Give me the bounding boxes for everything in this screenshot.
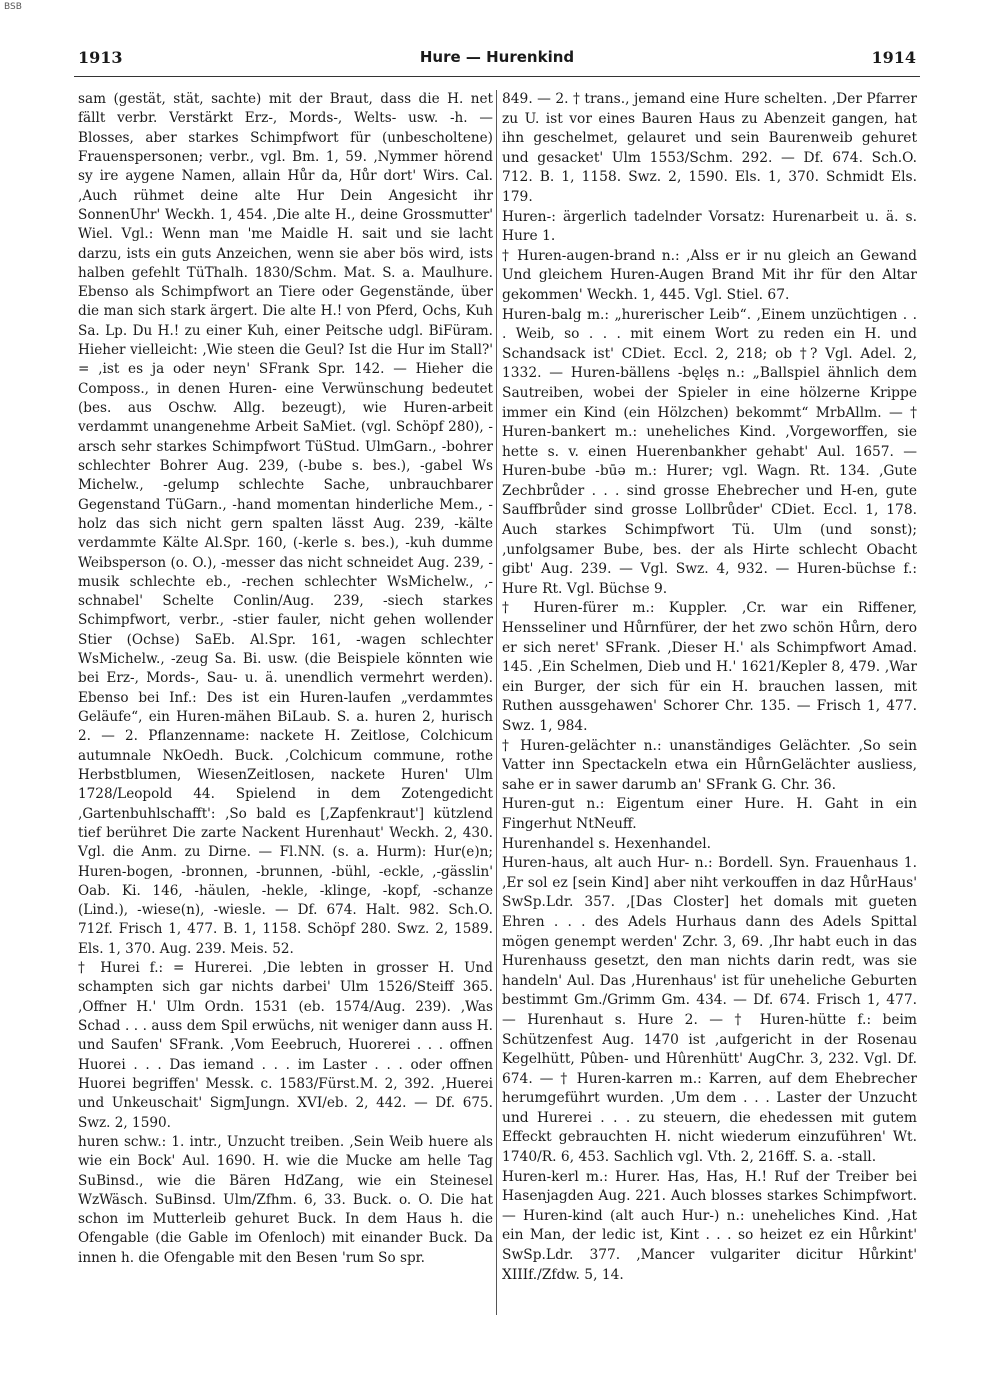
running-title: Hure — Hurenkind [419,48,575,66]
page-number-left: 1913 [78,48,123,67]
entry-huren-prefix: Huren-: ärgerlich tadelnder Vorsatz: Hurenarbeit u. ä. s. Hure 1. [502,208,917,245]
entry-huren-balg: Huren-balg m.: „hurerischer Leib“. ‚Einem unzüchtigen . . . Weib, so . . . mit einem Wort zu reden ein H. und Schandsack ist' CDiet. Eccl. 2, 218; ob †? Vgl. Adel. 2, 1332. — Huren-bällens -bęlęs n.: „Ballspiel ähnlich dem Sautreiben, wobei der Spieler in eine hölzerne Krippe immer ein Kind (ein Hölzchen) bekommt“ MrbAllm. — † Huren-bankert m.: uneheliches Kind. ‚Vorgeworffen, sie hette s. v. einen Huerenbankher gehabt' Aul. 1657. — Huren-bube -būə m.: Hurer; vgl. Wagn. Rt. 134. ‚Gute Zechbrůder . . . sind grosse Ehebrecher und H-en, gute Sauffbrůder sind grosse Lollbrůder' CDiet. Eccl. 1, 178. Auch starkes Schimpfwort Tü. Ulm (und sonst); ‚unfolgsamer Bube, bes. der als Hirte schlecht Obacht gibt' Aug. 239. — Vgl. Swz. 4, 932. — Huren-büchse f.: Hure Rt. Vgl. Büchse 9. [502,306,917,597]
library-watermark: BSB [4,2,22,12]
column-divider [496,90,497,1315]
page-header [78,44,916,70]
entry-huren-verb: huren schw.: 1. intr., Unzucht treiben. ‚Sein Weib huere als wie ein Bock' Aul. 1690. H. wie die Mucke am helle Tag SuBinsd., wie die Bären HdZang, wie ein Steinesel WzWäsch. SuBinsd. Ulm/Zfhm. 6, 33. Buck. o. O. Die hat schon im Mutterleib gehuret Buck. In dem Haus h. die Ofengable (die Gable im Ofenloch) mit einander Buck. Da innen h. die Ofengable mit den Besen 'rum So spr. [78,1133,493,1266]
entry-huren-gelaechter: † Huren-gelächter n.: unanständiges Gelächter. ‚So sein Vatter inn Spectackeln etwa ein HůrnGelächter ausliess, sahe er in sawer darumb an' SFrank G. Chr. 36. [502,737,917,793]
entry-huren-gut: Huren-gut n.: Eigentum einer Hure. H. Gaht in ein Fingerhut NtNeuff. [502,796,917,832]
entry-huren-verb-continued: 849. — 2. † trans., jemand eine Hure schelten. ‚Der Pfarrer zu U. ist vor eines Bauren Haus zu Abenzeit gangen, hat ihn geschelmet, gelauret und sein Baurenweib gehuret und gesacket' Ulm 1553/Schm. 292. — Df. 674. Sch.O. 712. B. 1, 1158. Swz. 2, 1590. Els. 1, 370. Schmidt Els. 179. [502,91,917,205]
entry-hure-continued: sam (gestät, stät, sachte) mit der Braut, dass die H. net fällt verbr. Verstärkt Erz-, Mords-, Welts- usw. -h. — Blosses, aber starkes Schimpfwort für (unbescholtene) Frauenspersonen; verbr., vgl. Bm. 1, 59. ‚Nymmer hörend sy ire aygene Namen, allain Hůr da, Hůr dort' Wirs. Cal. ‚Auch rühmet deine alte Hur Dein Angesicht ihr SonnenUhr' Weckh. 1, 454. ‚Die alte H., deine Grossmutter' Wiel. Vgl.: Wenn man 'me Maidle H. sait und sie lacht darzu, ists ein guts Anzeichen, wenn sie aber bös wird, ists halben gefehlt TüThalh. 1830/Schm. Mat. S. a. Maulhure. Ebenso als Schimpfwort an Tiere oder Gegenstände, über die man sich stark ärgert. Die alte H.! von Pferd, Ochs, Kuh Sa. Lp. Du H.! zu einer Kuh, einer Peitsche udgl. BiFüram. Hieher vielleicht: ‚Wie steen die Geul? Ist die Hur im Stall?' = ‚ist es ja oder neyn' SFrank Spr. 142. — Hieher die Composs., in denen Huren- eine Verwünschung bedeutet (bes. aus Oschw. Allg. bezeugt), wie Huren-arbeit verdammt unangenehme Arbeit SaMiet. (vgl. Schöpf 280), -arsch sehr starkes Schimpfwort TüStud. UlmGarn., -bohrer schlechter Bohrer Aug. 239, (-bube s. bes.), -gabel Ws Michelw., -gelump schlechte Sache, unbrauchbarer Gegenstand TüGarn., -hand momentan hinderliche Mem., -holz das sich nicht gern spalten lässt Aug. 239, -kälte verdammte Kälte Al.Spr. 160, (-kerle s. bes.), -kuh dumme Weibsperson (o. O.), -messer das nicht schneidet Aug. 239, -musik schlechte eb., -rechen schlechter WsMichelw., ‚-schnabel' Schelte Conlin/Aug. 239, -siech starkes Schimpfwort, verbr., -stier fauler, nicht gehen wollender Stier (Ochse) SaEb. Al.Spr. 161, -wagen schlechter WsMichelw., -zeug Sa. Bi. usw. (die Beispiele könnten wie bei Erz-, Mords-, Sau- u. ä. unendlich vermehrt werden). Ebenso bei Inf.: Des ist ein Huren-laufen „verdammtes Geläufe“, ein Huren-mähen BiLaub. S. a. huren 2, hurisch 2. — 2. Pflanzenname: nackete H. Zeitlose, Colchicum autumnale NkOedh. Buck. ‚Colchicum commune, rothe Herbstblumen, WiesenZeitlosen, nackete Huren' Ulm 1728/Leopold 44. Spielend in dem Zotengedicht ‚Gartenbuhlschafft': ‚So bald es [‚Zapfenkraut'] kützlend tief berühret Die zarte Nackent Hurenhaut' Weckh. 2, 430. Vgl. die Anm. zu Dirne. — Fl.NN. (s. a. Hurm): Hur(e)n; Huren-bogen, -bronnen, -brunnen, -bühl, -eckle, ‚-gässlin' Oab. Ki. 146, -häulen, -hekle, -klinge, -kopf, -schanze (Lind.), -wiese(n), -wiesle. — Df. 674. Halt. 982. Sch.O. 712f. Frisch 1, 477. B. 1, 1158. Schöpf 280. Swz. 2, 1589. Els. 1, 370. Aug. 239. Meis. 52. [78,91,493,957]
header-rule [74,76,920,77]
entry-huren-fuerer: † Huren-fürer m.: Kuppler. ‚Cr. war ein Riffener, Hensseliner und Hůrnfürer, der het zwo schön Hůrn, dero er sich neret' SFrank. ‚Dieser H.' als Schimpfwort Amad. 145. ‚Ein Schelmen, Dieb und H.' 1621/Kepler 8, 479. ‚War ein Burger, der sich für ein H. brauchen lassen, mit Ruthen aussgehawen' Schorer Chr. 135. — Frisch 1, 477. Swz. 1, 984. [502,600,917,734]
entry-hurenhandel: Hurenhandel s. Hexenhandel. [502,835,712,852]
left-column [78,90,493,1268]
entry-huren-augen-brand: † Huren-augen-brand n.: ‚Alss er ir nu gleich an Gewand Und gleichem Huren-Augen Brand Mit ihr für den Altar gekommen' Weckh. 1, 445. Vgl. Stiel. 67. [502,247,917,303]
entry-huren-haus: Huren-haus, alt auch Hur- n.: Bordell. Syn. Frauenhaus 1. ‚Er sol ez [sein Kind] aber niht verkouffen in daz HůrHaus' SwSp.Ldr. 357. ‚[Das Closter] het domals mit gueten Ehren . . . des Adels Hurhaus dann des Adels Spittal mögen genempt werden' Zchr. 3, 69. ‚Ihr habt euch in das Hurenhauss gesetzt, den man nichts darin redt, was sie handeln' Aul. Das ‚Hurenhaus' ist für uneheliche Geburten bestimmt Gm./Grimm Gm. 434. — Df. 674. Frisch 1, 477. — Hurenhaut s. Hure 2. — † Huren-hütte f.: beim Schützenfest Aug. 1470 ist ‚aufgericht in der Rosenau Kegelhütt, Pûben- und Hûrenhütt' AugChr. 3, 232. Vgl. Df. 674. — † Huren-karren m.: Karren, auf dem Ehebrecher herumgeführt wurden. ‚Um dem . . . Laster der Unzucht und Hurerei . . . zu steuern, die ehedessen mit gutem Effeckt gebrauchten H. nicht wiederum einzuführen' Wt. 1740/R. 6, 453. Sachlich vgl. Vth. 2, 216ff. S. a. -stall. [502,855,917,1166]
entry-hurei: † Hurei f.: = Hurerei. ‚Die lebten in grosser H. Und schampten sich gar nichts darbei' Ulm 1526/Steiff 365. ‚Offner H.' Ulm Ordn. 1531 (eb. 1574/Aug. 239). ‚Was Schad . . . auss dem Spil erwüchs, nit weniger dann auss H. und Saufen' SFrank. ‚Vom Eeebruch, Huorerei . . . offnen Huorei . . . Das iemand . . . im Laster . . . oder offnen Huorei begriffen' Messk. c. 1583/Fürst.M. 2, 392. ‚Huerei und Unkeuschait' SigmJungn. XVI/eb. 2, 442. — Df. 675. Swz. 2, 1590. [78,960,493,1131]
entry-huren-kerl: Huren-kerl m.: Hurer. Has, Has, H.! Ruf der Treiber bei Hasenjagden Aug. 221. Auch blosses starkes Schimpfwort. — Huren-kind (alt auch Hur-) n.: uneheliches Kind. ‚Hat ein Man, der ledic ist, Kint . . . so heizet ez ein Hůrkint' SwSp.Ldr. 377. ‚Mancer vulgariter dicitur Hůrkint' XIIIf./Zfdw. 5, 14. [502,1168,917,1283]
page-number-right: 1914 [871,48,916,67]
right-column [502,90,917,1285]
